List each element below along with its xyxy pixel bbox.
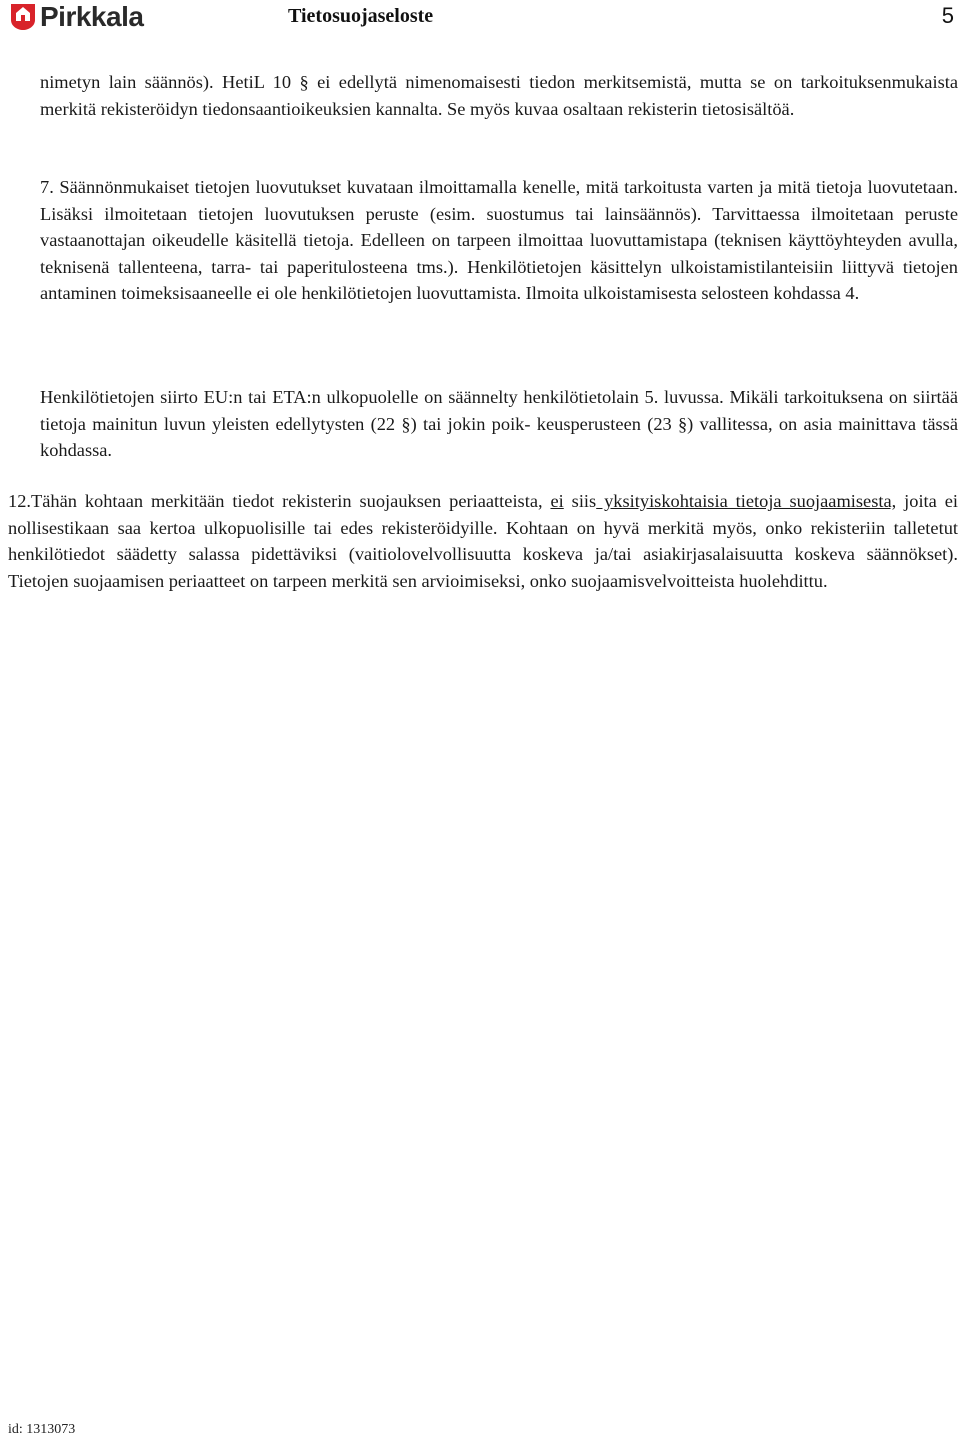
paragraph-4-section-12 [8,488,958,594]
paragraph-4-underline-ei: ei [550,491,564,511]
paragraph-4-end: joita ei nollisestikaan saa kertoa ulkopuolisille tai edes rekisteröidyille. Kohtaan on hyvä merkitä myös, onko rekisteriin talletetut henkilötiedot säädetty salassa pidettäviksi (vaitiolovelvollisuutta koskeva ja/tai asiakirjasalaisuutta koskeva säännökset). Tietojen suojaamisen periaatteet on tarpeen merkitä sen arvioimiseksi, onko suojaamisvelvoitteista huolehdittu. [8,491,958,591]
paragraph-4-start: 12.Tähän kohtaan merkitään tiedot rekisterin suojauksen periaatteista, [8,491,551,511]
document-id: id: 1313073 [8,1422,76,1437]
paragraph-1: nimetyn lain säännös). HetiL 10 § ei edellytä nimenomaisesti tiedon merkitsemistä, mutta se on tarkoituksenmukaista merkitä rekisteröidyn tiedonsaantioikeuksien kannalta. Se myös kuvaa osaltaan rekisterin tietosisältöä. [40,72,958,119]
paragraph-2-section-7: 7. Säännönmukaiset tietojen luovutukset kuvataan ilmoittamalla kenelle, mitä tarkoitusta varten ja mitä tietoja luovutetaan. Lisäksi ilmoitetaan tietojen luovutuksen peruste (esim. suostumus tai lainsäännös). Tarvittaessa ilmoitetaan peruste vastaanottajan oikeudelle käsitellä tietoja. Edelleen on tarpeen ilmoittaa luovuttamistapa (teknisen käyttöyhteyden avulla, teknisenä tallenteena, tarra- tai paperitulosteena tms.). Henkilötietojen käsittelyn ulkoistamistilanteisiin liittyvä tietojen antaminen toimeksisaaneelle ei ole henkilötietojen luovuttamista. Ilmoita ulkoistamisesta selosteen kohdassa 4. [40,177,958,303]
paragraph-4-mid: siis [563,491,597,511]
pirkkala-logo [10,2,143,32]
page-number: 5 [941,3,954,28]
pirkkala-crest-icon [10,3,36,31]
document-title: Tietosuojaseloste [288,5,434,27]
paragraph-3-transfer: Henkilötietojen siirto EU:n tai ETA:n ulkopuolelle on säännelty henkilötietolain 5. luvussa. Mikäli tarkoituksena on siirtää tietoja mainitun luvun yleisten edellytysten (22 §) tai jokin poik- keusperusteen (23 §) vallitessa, on asia mainittava tässä kohdassa. [40,387,958,460]
paragraph-4-underline-details: yksityiskohtaisia tietoja suojaamisesta, [596,491,897,511]
logo-text: Pirkkala [40,1,144,32]
page-header [0,0,960,36]
